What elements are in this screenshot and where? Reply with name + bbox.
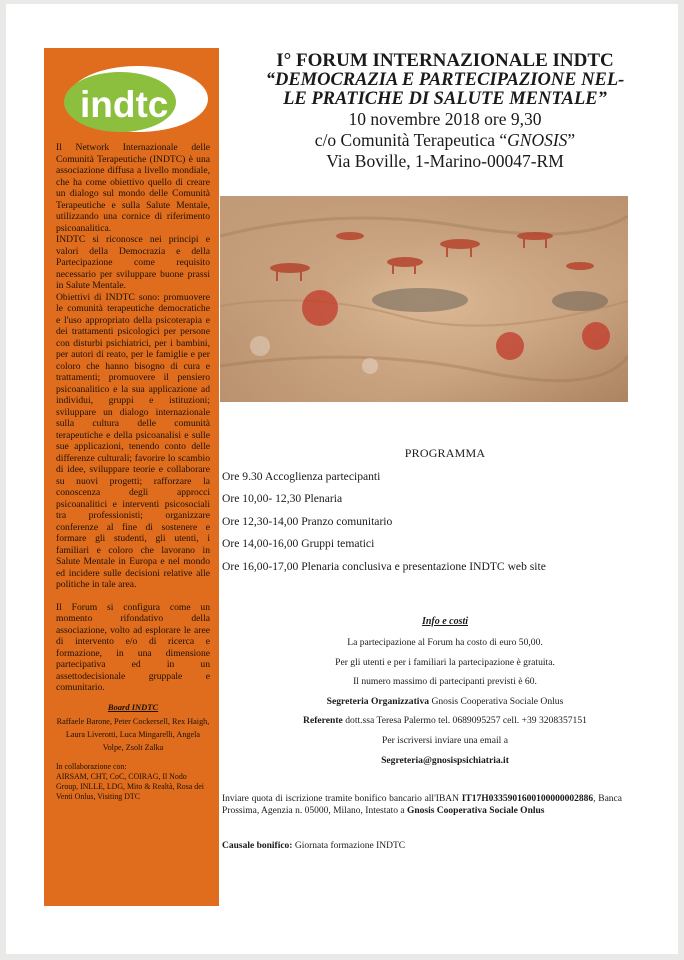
info-section <box>220 616 670 770</box>
collaboration-block <box>56 762 210 802</box>
forum-venue: c/o Comunità Terapeutica “GNOSIS” <box>314 130 576 150</box>
secretariat-label: Segreteria Organizzativa <box>326 695 430 707</box>
causale-value: Giornata formazione INDTC <box>292 841 406 851</box>
info-free: Per gli utenti e per i familiari la partecipazione è gratuita. <box>335 656 555 668</box>
forum-date: 10 novembre 2018 ore 9,30 <box>348 109 542 129</box>
beneficiary: Gnosis Cooperativa Sociale Onlus <box>406 806 545 817</box>
board-names: Raffaele Barone, Peter Cockersell, Rex Haigh, Laura Liverotti, Luca Mingarelli, Angela Volpe, Zsolt Zalka <box>56 716 210 752</box>
info-referente <box>220 711 670 731</box>
causale-label: Causale bonifico: <box>222 841 293 851</box>
list-item: Ore 14,00-16,00 Gruppi tematici <box>222 537 375 551</box>
list-item: Ore 12,30-14,00 Pranzo comunitario <box>222 514 393 528</box>
forum-subtitle-line2: LE PRATICHE DI SALUTE MENTALE” <box>283 89 607 109</box>
sidebar-paragraph-forum: Il Forum si configura come un momento rifondativo della associazione, volto ad esplorare le aree di intervento e/o di ricerca e formazione, in una dimensione partecipativa ed in un assettodecisionale gruppale e comunitario. <box>56 601 210 693</box>
info-secretariat <box>220 692 670 712</box>
email-link[interactable]: Segreteria@gnosispsichiatria.it <box>381 754 509 766</box>
indtc-logo <box>60 56 210 142</box>
iban: IT17H0335901600100000002886 <box>461 794 594 804</box>
sidebar-paragraph-intro: Il Network Internazionale delle Comunità Terapeutiche (INDTC) è una associazione diffusa a livello mondiale, che ha come obiettivo quello di creare un dialogo sul mondo delle Comunità Terapeutiche e sulla Salute Mentale, utilizzando una cornice di riferimento psicoanalitica. <box>56 142 210 234</box>
info-title: Info e costi <box>421 616 469 627</box>
collab-list: AIRSAM, CHT, CoC, COIRAG, Il Nodo Group, INLLE, LDG, Mito & Realtà, Rosa dei Venti Onlus, Visiting DTC <box>56 771 204 801</box>
info-email-intro: Per iscriversi inviare una email a <box>381 734 508 746</box>
board-title: Board INDTC <box>107 701 159 712</box>
info-max: Il numero massimo di partecipanti previsti è 60. <box>353 676 537 688</box>
cave-painting-image <box>220 196 628 402</box>
list-item: Ore 9.30 Accoglienza partecipanti <box>222 470 381 483</box>
secretariat-value: Gnosis Cooperativa Sociale Onlus <box>429 695 564 707</box>
header <box>220 50 670 172</box>
forum-subtitle-line1: “DEMOCRAZIA E PARTECIPAZIONE NEL- <box>265 70 625 90</box>
sidebar-paragraph-objectives: Obiettivi di INDTC sono: promuovere le comunità terapeutiche democratiche e l'uso appropriato della psicoterapia e dei trattamenti psicologici per persone con disturbi psichiatrici, per i bambini, per autori di reato, per le famiglie e per coloro che hanno bisogno di cura e trattamenti; promuovere il pensiero psicoanalitico e la sua applicazione ad individui, gruppi e istituzioni; sviluppare un dialogo internazionale sulla cultura delle comunità terapeutiche e della psicoanalisi e sulle sue applicazioni, tenendo conto delle differenze culturali; favorire lo scambio di idee, sviluppare teorie e collaborare su nuovi progetti; rafforzare la conoscenza degli approcci psicoanalitici e interventi psicosociali tra professionisti; organizzare conferenze al fine di sostenere e formare gli studenti, gli utenti, i familiari e coloro che lavorano in Salute Mentale in Europa e nel mondo ed incidere sulle decisioni relative alle politiche in tale area. <box>56 291 210 590</box>
referente-value: dott.ssa Teresa Palermo tel. 0689095257 cell. +39 3208357151 <box>342 715 587 727</box>
list-item: Ore 16,00-17,00 Plenaria conclusiva e presentazione INDTC web site <box>222 559 546 573</box>
list-item: Ore 10,00- 12,30 Plenaria <box>222 492 343 506</box>
programma-list <box>222 466 672 578</box>
collab-title: In collaborazione con: <box>56 761 127 771</box>
referente-label: Referente <box>303 715 343 727</box>
sidebar-paragraph-values: INDTC si riconosce nei principi e valori della Democrazia e della Partecipazione come requisito necessario per sviluppare buone prassi in Salute Mentale. <box>56 234 210 291</box>
programma-title: PROGRAMMA <box>404 446 486 460</box>
payment-info: Inviare quota di iscrizione tramite bonifico bancario all'IBAN IT17H0335901600100000002886, Banca Prossima, Agenzia n. 05000, Milano, Intestato a Gnosis Cooperativa Sociale Onlus <box>222 794 622 817</box>
forum-address: Via Boville, 1-Marino-00047-RM <box>326 151 564 171</box>
sidebar <box>44 48 219 906</box>
info-cost: La partecipazione al Forum ha costo di euro 50,00. <box>347 637 543 648</box>
causale <box>222 840 622 852</box>
venue-name: GNOSIS <box>507 130 568 150</box>
forum-title: I° FORUM INTERNAZIONALE INDTC <box>276 50 614 71</box>
logo-text: indtc <box>80 84 169 125</box>
